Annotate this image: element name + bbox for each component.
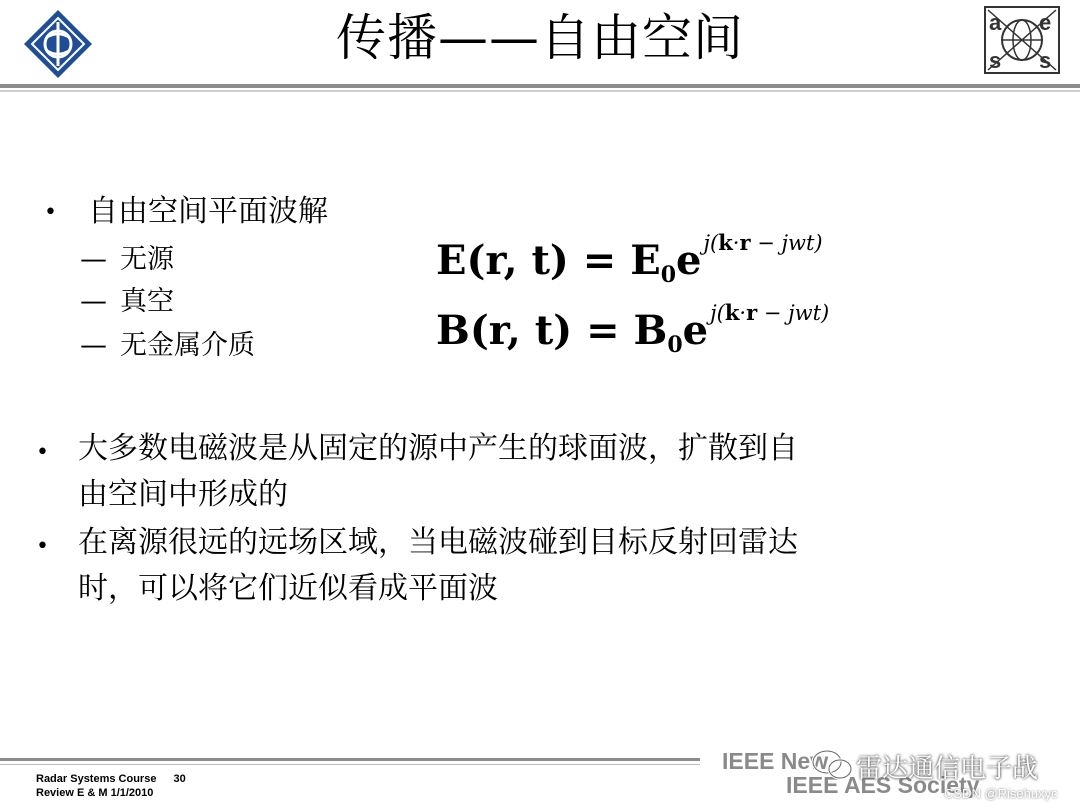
paragraph-line: 大多数电磁波是从固定的源中产生的球面波，扩散到自 bbox=[78, 431, 798, 466]
sub-dash: — bbox=[80, 286, 107, 317]
paragraph-line: 由空间中形成的 bbox=[78, 477, 288, 512]
logo-letter-s2: s bbox=[1039, 48, 1052, 73]
footer-divider-light bbox=[0, 764, 700, 765]
bullet-dot: • bbox=[36, 440, 49, 465]
equation-b-field: B(r, $t) = B_0e^{j(k\cdot r - jwt)}$ bbox=[436, 300, 830, 358]
paragraph-far-field bbox=[78, 520, 798, 612]
header-divider bbox=[0, 84, 1080, 88]
page-title: 传播——自由空间 bbox=[336, 9, 744, 67]
header-divider-light bbox=[0, 90, 1080, 92]
wechat-icon bbox=[810, 748, 854, 786]
sub-dash: — bbox=[80, 330, 107, 361]
logo-letter-e: e bbox=[1039, 10, 1052, 35]
sub-item-vacuum: 真空 bbox=[120, 286, 174, 317]
paragraph-line: 在离源很远的远场区域，当电磁波碰到目标反射回雷达 bbox=[78, 525, 798, 560]
aess-logo bbox=[984, 6, 1060, 74]
ieee-footer-line2: IEEE AES Society bbox=[786, 772, 980, 798]
page-number: 30 bbox=[173, 773, 186, 785]
footer-course bbox=[36, 772, 186, 786]
paragraph-spherical-wave bbox=[78, 426, 798, 518]
bullet-dot: • bbox=[36, 534, 49, 559]
ieee-footer-line1: IEEE New bbox=[722, 748, 829, 774]
logo-letter-s1: s bbox=[989, 48, 1002, 73]
bullet-free-space-plane-wave: 自由空间平面波解 bbox=[88, 194, 328, 229]
logo-letter-a: a bbox=[989, 10, 1002, 35]
sub-item-no-metal: 无金属介质 bbox=[120, 330, 255, 361]
sub-item-source-free: 无源 bbox=[120, 244, 174, 275]
watermark-text: 雷达通信电子战 bbox=[856, 754, 1039, 784]
sub-dash: — bbox=[80, 244, 107, 275]
paragraph-line: 时，可以将它们近似看成平面波 bbox=[78, 571, 498, 606]
bullet-dot: • bbox=[44, 200, 57, 225]
course-name: Radar Systems Course bbox=[36, 773, 157, 785]
footer-review: Review E & M 1/1/2010 bbox=[36, 787, 154, 799]
equation-e-field: E(r, $t) = E_0e^{j(k\cdot r - jwt)}$ bbox=[436, 230, 823, 288]
csdn-watermark: CSDN @Risehuxyc bbox=[944, 786, 1058, 801]
footer-divider bbox=[0, 758, 700, 761]
